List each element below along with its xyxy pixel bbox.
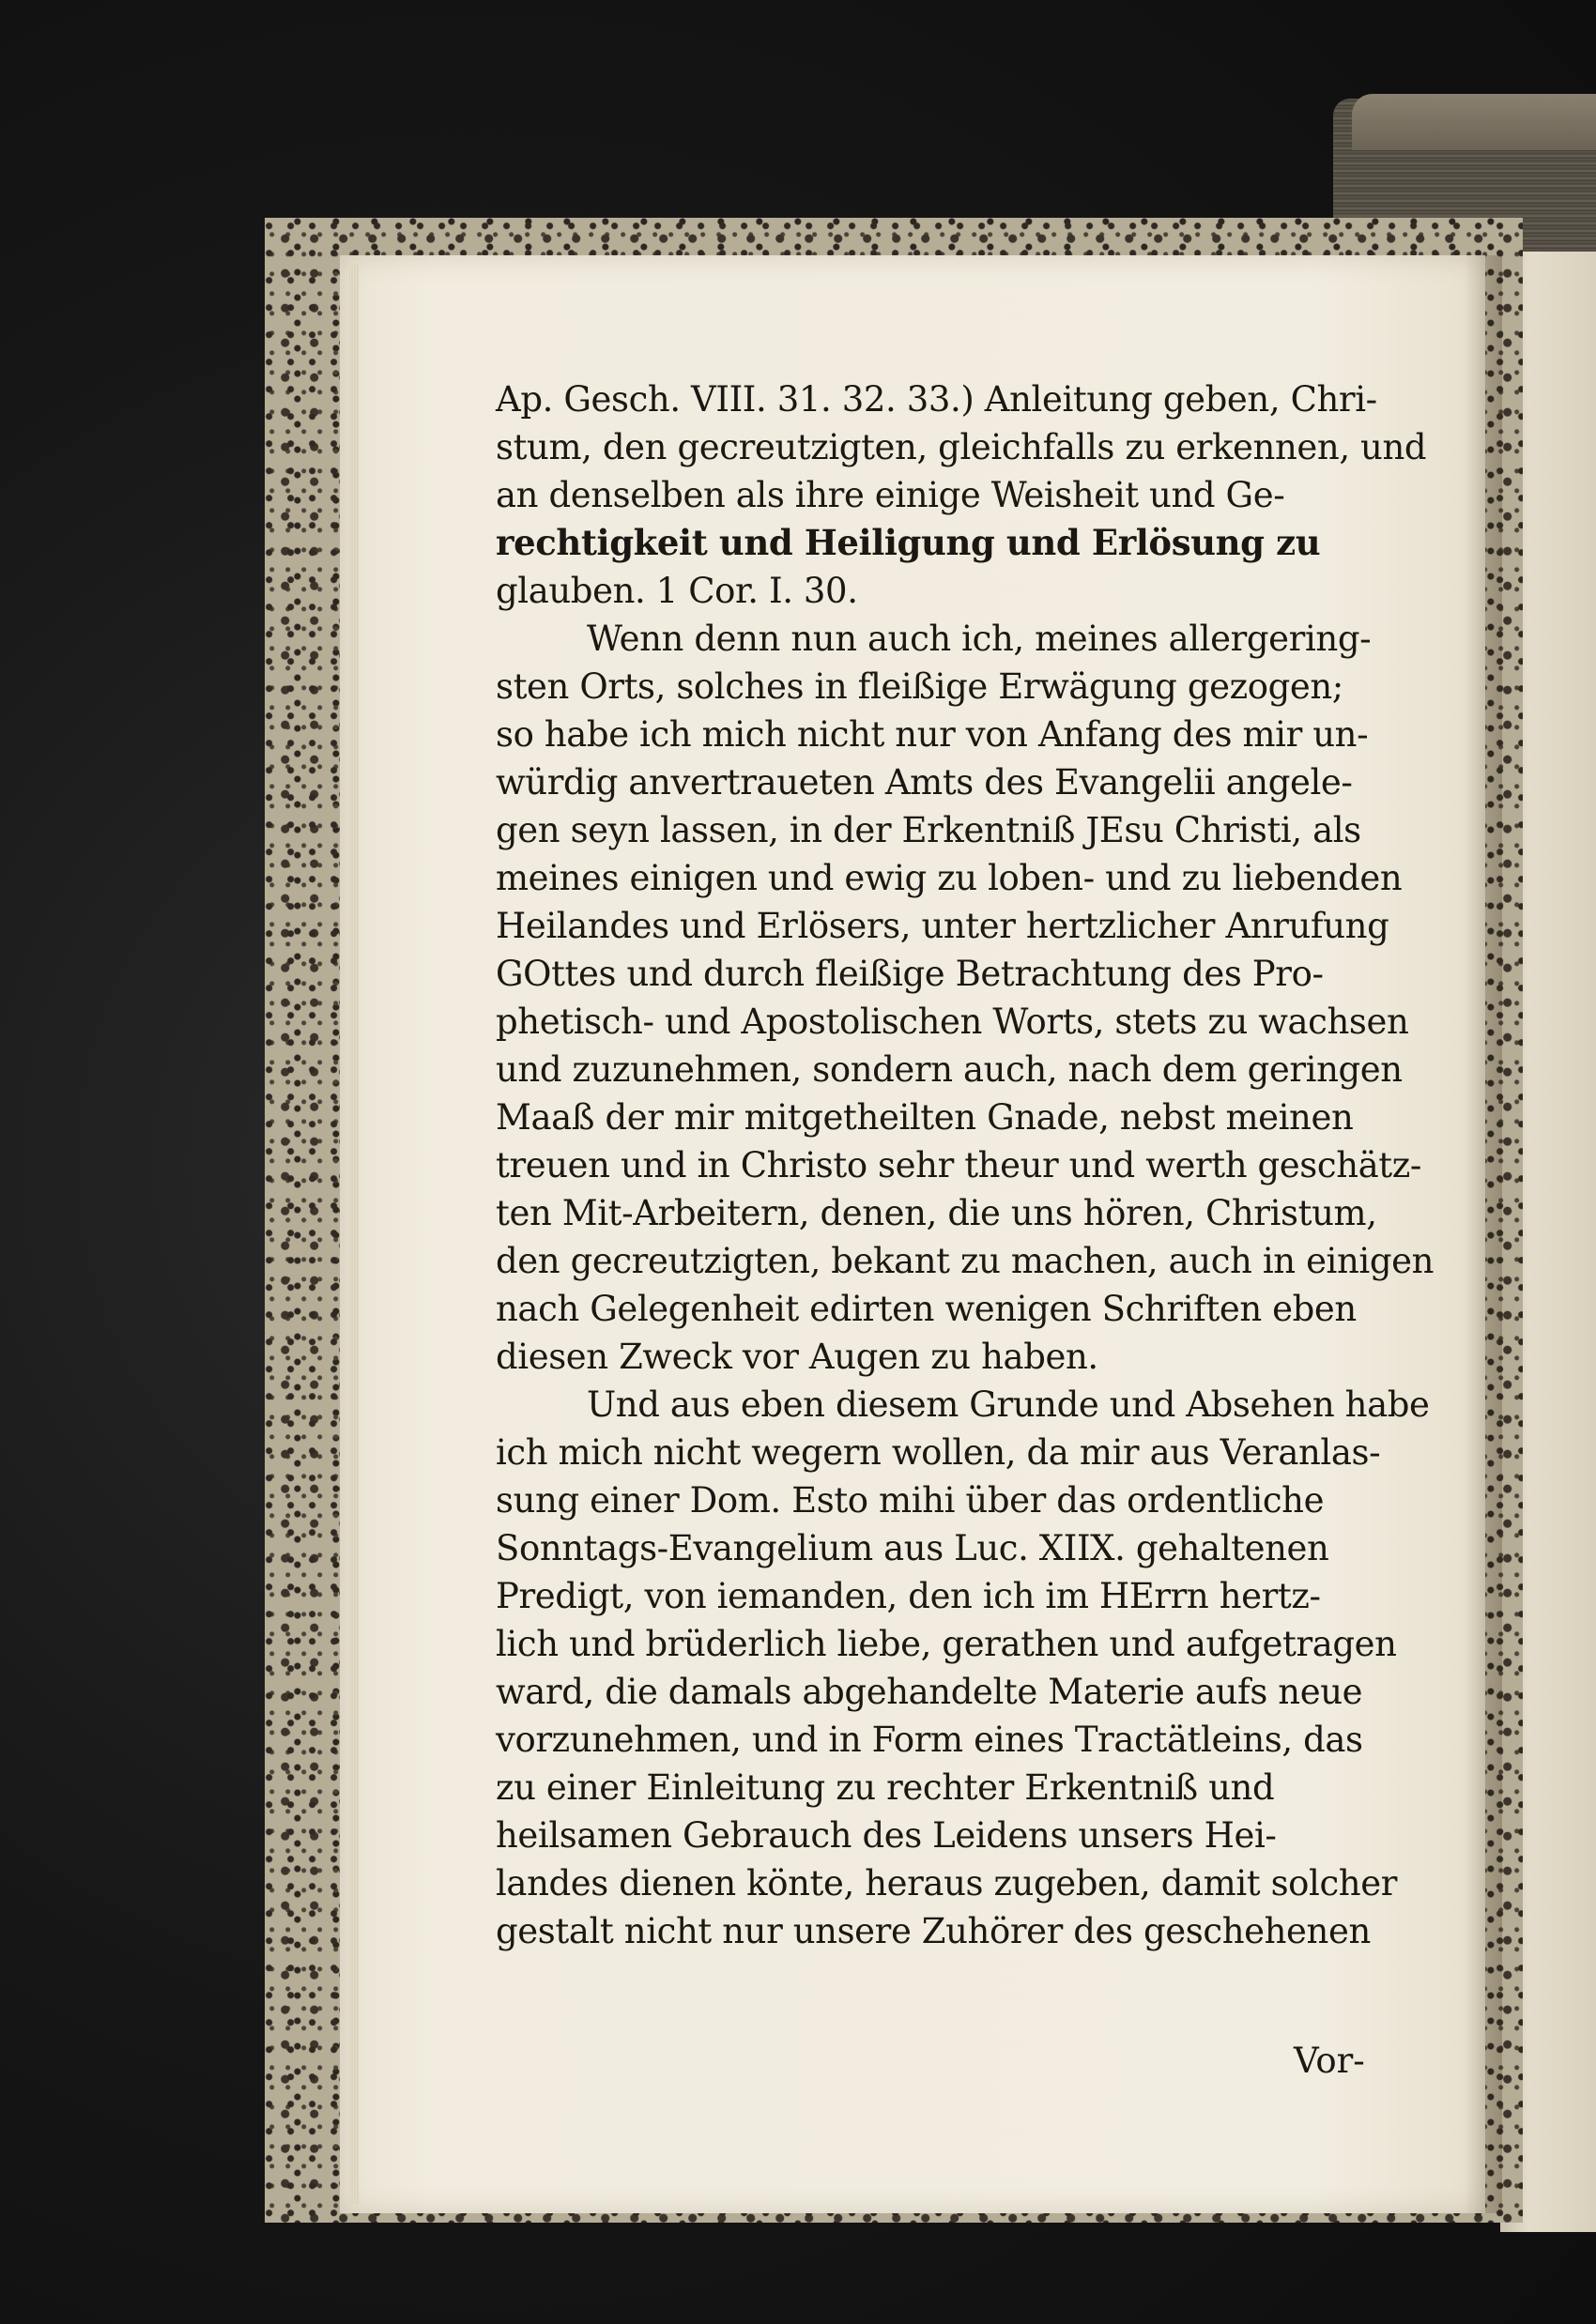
text-line: heilsamen Gebrauch des Leidens unsers Hei- (496, 1815, 1277, 1856)
text-line: Sonntags-Evangelium aus Luc. XIIX. gehaltenen (496, 1528, 1329, 1568)
text-line: sung einer Dom. Esto mihi über das ordentliche (496, 1480, 1325, 1521)
text-line: glauben. 1 Cor. I. 30. (496, 571, 858, 611)
text-line: stum, den gecreutzigten, gleichfalls zu erkennen, und (496, 427, 1427, 467)
text-line: an denselben als ihre einige Weisheit und Ge- (496, 475, 1285, 515)
text-line: zu einer Einleitung zu rechter Erkentniß und (496, 1767, 1275, 1808)
text-line: sten Orts, solches in fleißige Erwägung gezogen; (496, 666, 1343, 707)
text-line: Heilandes und Erlösers, unter hertzlicher Anrufung (496, 906, 1389, 946)
text-line: rechtigkeit und Heiligung und Erlösung zu (496, 522, 1321, 563)
text-line: den gecreutzigten, bekant zu machen, auch in einigen (496, 1241, 1435, 1281)
stacked-book-cover (1352, 94, 1596, 150)
gutter-shadow (1465, 255, 1502, 2213)
text-line: und zuzunehmen, sondern auch, nach dem geringen (496, 1049, 1403, 1090)
text-line: GOttes und durch fleißige Betrachtung des Pro- (496, 954, 1324, 994)
text-line: so habe ich mich nicht nur von Anfang des mir un- (496, 714, 1369, 755)
text-line: landes dienen könte, heraus zugeben, damit solcher (496, 1863, 1398, 1904)
text-line: gestalt nicht nur unsere Zuhörer des geschehenen (496, 1911, 1371, 1951)
text-line: ward, die damals abgehandelte Materie aufs neue (496, 1672, 1363, 1712)
text-line: würdig anvertraueten Amts des Evangelii angele- (496, 762, 1353, 803)
text-line: ich mich nicht wegern wollen, da mir aus Veranlas- (496, 1432, 1381, 1473)
text-line: treuen und in Christo sehr theur und werth geschätz- (496, 1145, 1421, 1185)
text-line: Ap. Gesch. VIII. 31. 32. 33.) Anleitung geben, Chri- (496, 379, 1377, 420)
text-line: vorzunehmen, und in Form eines Tractätleins, das (496, 1720, 1363, 1760)
text-line: Predigt, von iemanden, den ich im HErrn hertz- (496, 1576, 1321, 1616)
page-text (496, 375, 1435, 1955)
text-line: lich und brüderlich liebe, gerathen und aufgetragen (496, 1624, 1397, 1664)
text-line: phetisch- und Apostolischen Worts, stets zu wachsen (496, 1001, 1409, 1042)
text-line: nach Gelegenheit edirten wenigen Schriften eben (496, 1289, 1357, 1329)
text-line: gen seyn lassen, in der Erkentniß JEsu Christi, als (496, 810, 1361, 850)
page-edge (349, 265, 359, 2204)
text-line: diesen Zweck vor Augen zu haben. (496, 1337, 1098, 1377)
catchword: Vor- (1294, 2041, 1365, 2081)
text-line: Maaß der mir mitgetheilten Gnade, nebst meinen (496, 1097, 1354, 1138)
text-line: meines einigen und ewig zu loben- und zu liebenden (496, 858, 1403, 898)
text-line: ten Mit-Arbeitern, denen, die uns hören, Christum, (496, 1193, 1377, 1233)
text-line: Wenn denn nun auch ich, meines allergering- (587, 619, 1372, 659)
text-line: Und aus eben diesem Grunde und Absehen habe (587, 1384, 1430, 1425)
